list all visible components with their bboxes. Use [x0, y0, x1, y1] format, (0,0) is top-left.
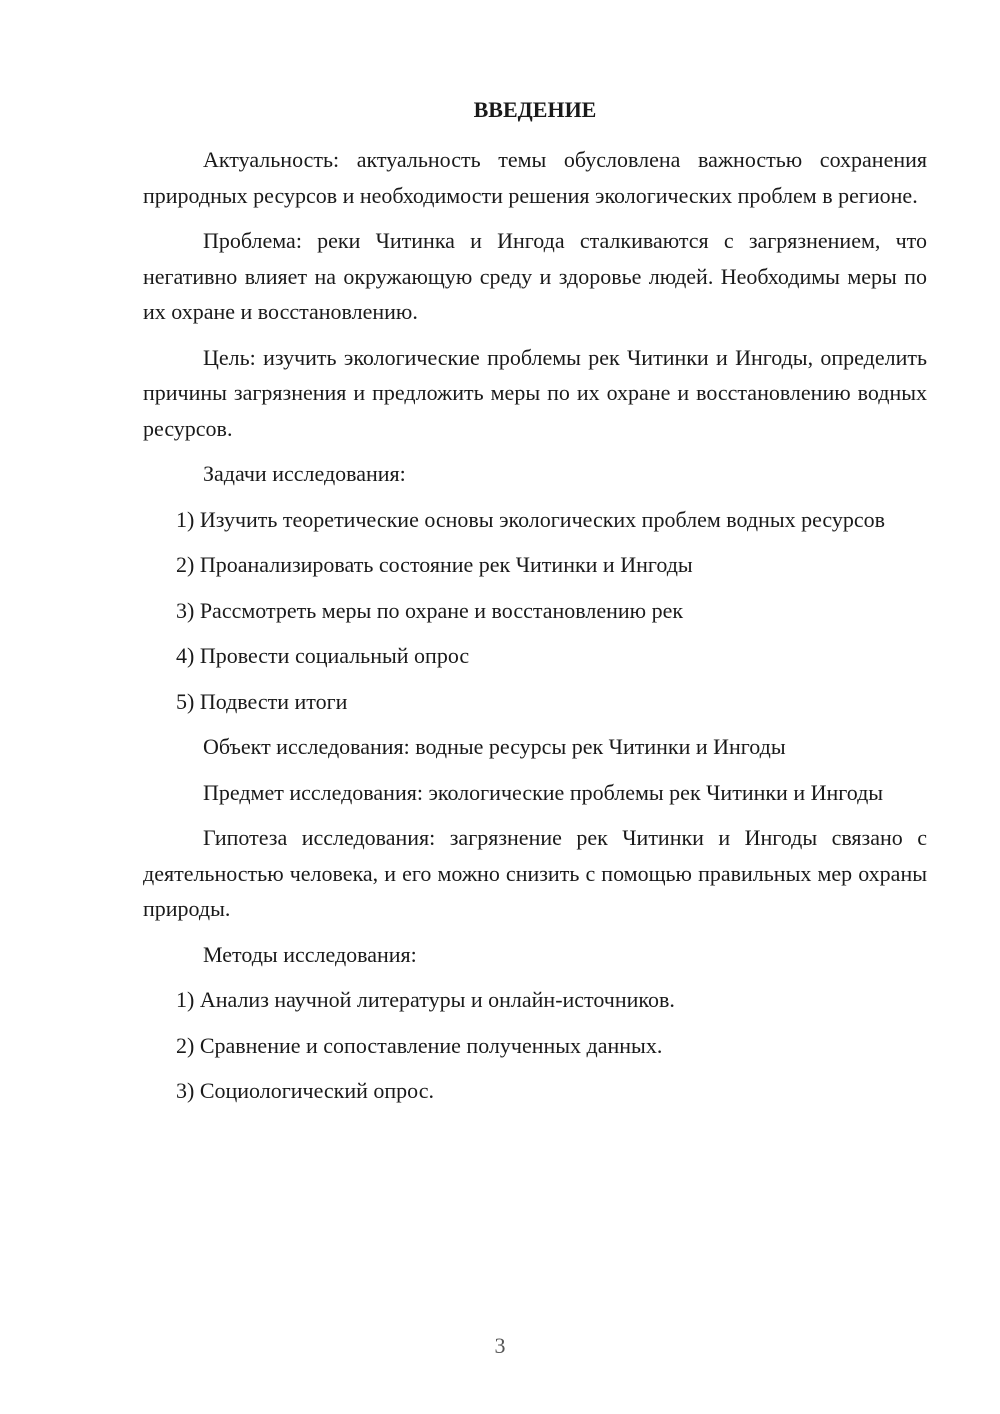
object-paragraph: Объект исследования: водные ресурсы рек Читинки и Ингоды [203, 734, 786, 759]
task-item: 3) Рассмотреть меры по охране и восстановлению рек [176, 597, 684, 623]
hypothesis-paragraph: Гипотеза исследования: загрязнение рек Читинки и Ингоды связано с деятельностью человека, и его можно снизить с помощью правильных мер охраны природы. [143, 825, 927, 921]
task-item: 4) Провести социальный опрос [176, 643, 470, 668]
section-title: ВВЕДЕНИЕ [473, 97, 597, 122]
task-item: 1) Изучить теоретические основы экологических проблем водных ресурсов [176, 506, 886, 532]
method-item: 2) Сравнение и сопоставление полученных данных. [176, 1032, 663, 1058]
page-content [143, 92, 927, 1119]
goal-paragraph: Цель: изучить экологические проблемы рек Читинки и Ингоды, определить причины загрязнения и предложить меры по их охране и восстановлению водных ресурсов. [143, 344, 927, 441]
subject-paragraph: Предмет исследования: экологические проблемы рек Читинки и Ингоды [203, 779, 884, 805]
methods-heading: Методы исследования: [203, 941, 417, 967]
task-item: 2) Проанализировать состояние рек Читинки и Ингоды [176, 552, 693, 577]
tasks-heading: Задачи исследования: [203, 461, 406, 486]
page-number: 3 [494, 1333, 506, 1358]
method-item: 1) Анализ научной литературы и онлайн-источников. [176, 987, 675, 1012]
problem-paragraph: Проблема: реки Читинка и Ингода сталкиваются с загрязнением, что негативно влияет на окружающую среду и здоровье людей. Необходимы меры по их охране и восстановлению. [143, 228, 927, 324]
task-item: 5) Подвести итоги [176, 688, 348, 714]
relevance-paragraph: Актуальность: актуальность темы обусловлена важностью сохранения природных ресурсов и необходимости решения экологических проблем в регионе. [143, 147, 927, 208]
method-item: 3) Социологический опрос. [176, 1078, 434, 1103]
